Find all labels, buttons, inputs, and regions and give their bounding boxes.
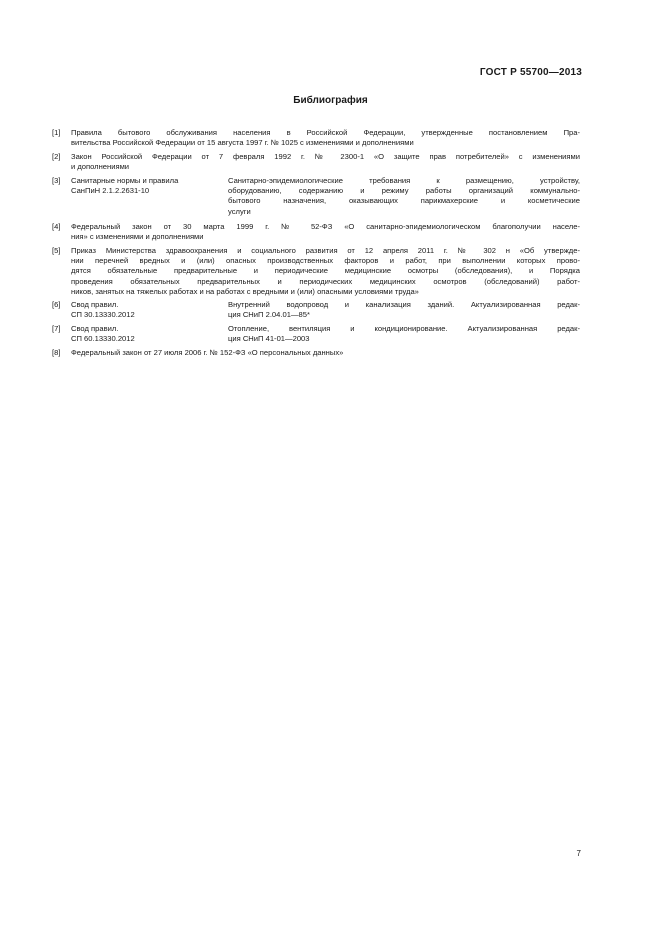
entry-text-line: ция СНиП 41-01—2003 [228, 334, 310, 344]
page-title: Библиография [293, 95, 368, 106]
entry-text-line: Федеральный закон от 30 марта 1999 г. № 52-ФЗ «О санитарно-эпидемиологическом благополучии населе- [71, 222, 580, 231]
entry-text-line: услуги [228, 206, 251, 216]
page-number: 7 [576, 849, 581, 858]
entry-text-line: вительства Российской Федерации от 15 августа 1997 г. № 1025 с изменениями и дополнениями [71, 138, 414, 148]
document-id-header: ГОСТ Р 55700—2013 [479, 67, 582, 78]
entry-source-line: Санитарные нормы и правила [71, 176, 179, 185]
entry-text-line: Внутренний водопровод и канализация зданий. Актуализированная редак- [228, 300, 580, 309]
entry-source-line: Свод правил. [71, 324, 119, 333]
entry-number: [1] [52, 128, 61, 137]
entry-text-line: и дополнениями [71, 162, 130, 172]
entry-source-line: СП 30.13330.2012 [71, 310, 135, 320]
entry-text-line: ция СНиП 2.04.01—85* [228, 310, 310, 320]
entry-source-line: СанПиН 2.1.2.2631-10 [71, 186, 150, 196]
entry-text-line: ния» с изменениями и дополнениями [71, 232, 204, 242]
entry-number: [6] [52, 300, 61, 309]
entry-number: [3] [52, 176, 61, 185]
entry-text-line: оборудованию, содержанию и режиму работы организаций коммунально- [228, 186, 580, 196]
entry-text-line: проведения обязательных предварительных и периодических медицинских осмотров (обследований) работ- [71, 276, 580, 286]
entry-number: [7] [52, 324, 61, 333]
entry-text-line: Приказ Министерства здравоохранения и социального развития от 12 апреля 2011 г. № 302 н «Об утвержде- [71, 246, 580, 255]
entry-text-line: нии перечней вредных и (или) опасных производственных факторов и работ, при выполнении которых прово- [71, 256, 580, 266]
entry-text-line: Федеральный закон от 27 июля 2006 г. № 152-ФЗ «О персональных данных» [71, 348, 344, 357]
entry-number: [2] [52, 152, 61, 161]
entry-text-line: Санитарно-эпидемиологические требования к размещению, устройству, [228, 176, 580, 185]
entry-number: [5] [52, 246, 61, 255]
entry-text-line: Закон Российской Федерации от 7 февраля 1992 г. № 2300-1 «О защите прав потребителей» с изменениями [71, 152, 580, 161]
entry-number: [4] [52, 222, 61, 231]
entry-text-line: бытового назначения, оказывающих парикмахерские и косметические [228, 196, 580, 206]
entry-source-line: Свод правил. [71, 300, 119, 309]
entry-text-line: ников, занятых на тяжелых работах и на работах с вредными и (или) опасными условиями труда» [71, 286, 419, 296]
entry-number: [8] [52, 348, 61, 357]
entry-text-line: Отопление, вентиляция и кондиционирование. Актуализированная редак- [228, 324, 580, 333]
entry-text-line: Правила бытового обслуживания населения в Российской Федерации, утвержденные постановлением Пра- [71, 128, 580, 137]
entry-source-line: СП 60.13330.2012 [71, 334, 135, 344]
entry-text-line: дятся обязательные предварительные и периодические медицинские осмотры (обследования), и Порядка [71, 266, 580, 276]
